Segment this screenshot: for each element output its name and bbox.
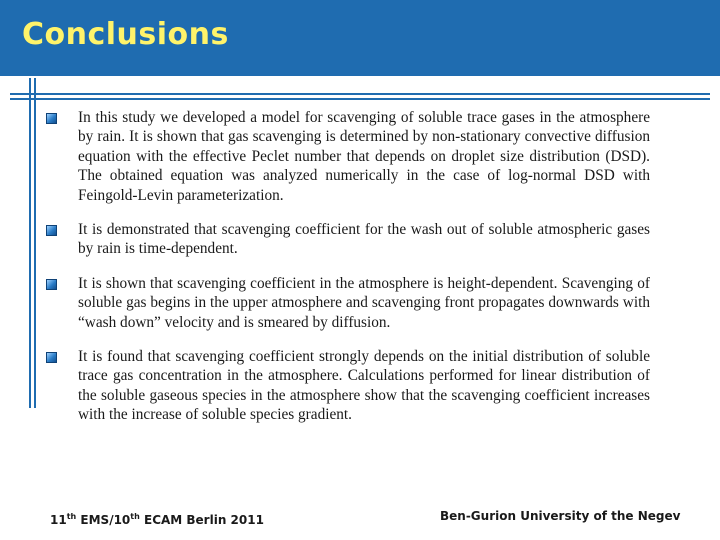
footer-sup: th <box>130 512 140 521</box>
bullet-text: In this study we developed a model for scavenging of soluble trace gases in the atmosphere by rain. It is shown that gas scavenging is determined by non-stationary convective diffusion equation with the effective Peclet number that depends on droplet size distribution (DSD). The obtained equation was analyzed numerically in the case of log-normal DSD with Feingold-Levin parameterization. <box>78 109 650 204</box>
bullet-item <box>46 274 650 332</box>
page-title: Conclusions <box>22 17 229 52</box>
decor-vertical-line <box>29 78 31 408</box>
bullet-item <box>46 347 650 425</box>
bullet-list <box>46 108 650 440</box>
decor-horizontal-line <box>10 98 710 100</box>
square-bullet-icon <box>46 279 57 290</box>
bullet-text: It is demonstrated that scavenging coefficient for the wash out of soluble atmospheric gases by rain is time-dependent. <box>78 221 650 258</box>
footer-university: Ben-Gurion University of the Negev <box>440 509 681 523</box>
square-bullet-icon <box>46 113 57 124</box>
square-bullet-icon <box>46 352 57 363</box>
footer-sup: th <box>66 512 77 521</box>
footer-rest: ECAM Berlin 2011 <box>139 513 264 527</box>
footer-mid: EMS/10 <box>76 513 131 527</box>
decor-vertical-line <box>34 78 36 408</box>
decor-horizontal-line <box>10 93 710 95</box>
footer-conference <box>50 512 264 527</box>
bullet-text: It is shown that scavenging coefficient in the atmosphere is height-dependent. Scavenging of soluble gas begins in the upper atmosphere and scavenging front propagates downwards with “wash down” velocity and is smeared by diffusion. <box>78 274 650 331</box>
bullet-text: It is found that scavenging coefficient strongly depends on the initial distribution of soluble trace gas concentration in the atmosphere. Calculations performed for linear distribution of the soluble gaseous species in the atmosphere show that the scavenging coefficient increases with the increase of soluble species gradient. <box>78 348 650 424</box>
header-bar <box>0 0 720 76</box>
bullet-item <box>46 220 650 259</box>
bullet-item <box>46 108 650 205</box>
footer-num: 11 <box>50 513 67 527</box>
square-bullet-icon <box>46 225 57 236</box>
